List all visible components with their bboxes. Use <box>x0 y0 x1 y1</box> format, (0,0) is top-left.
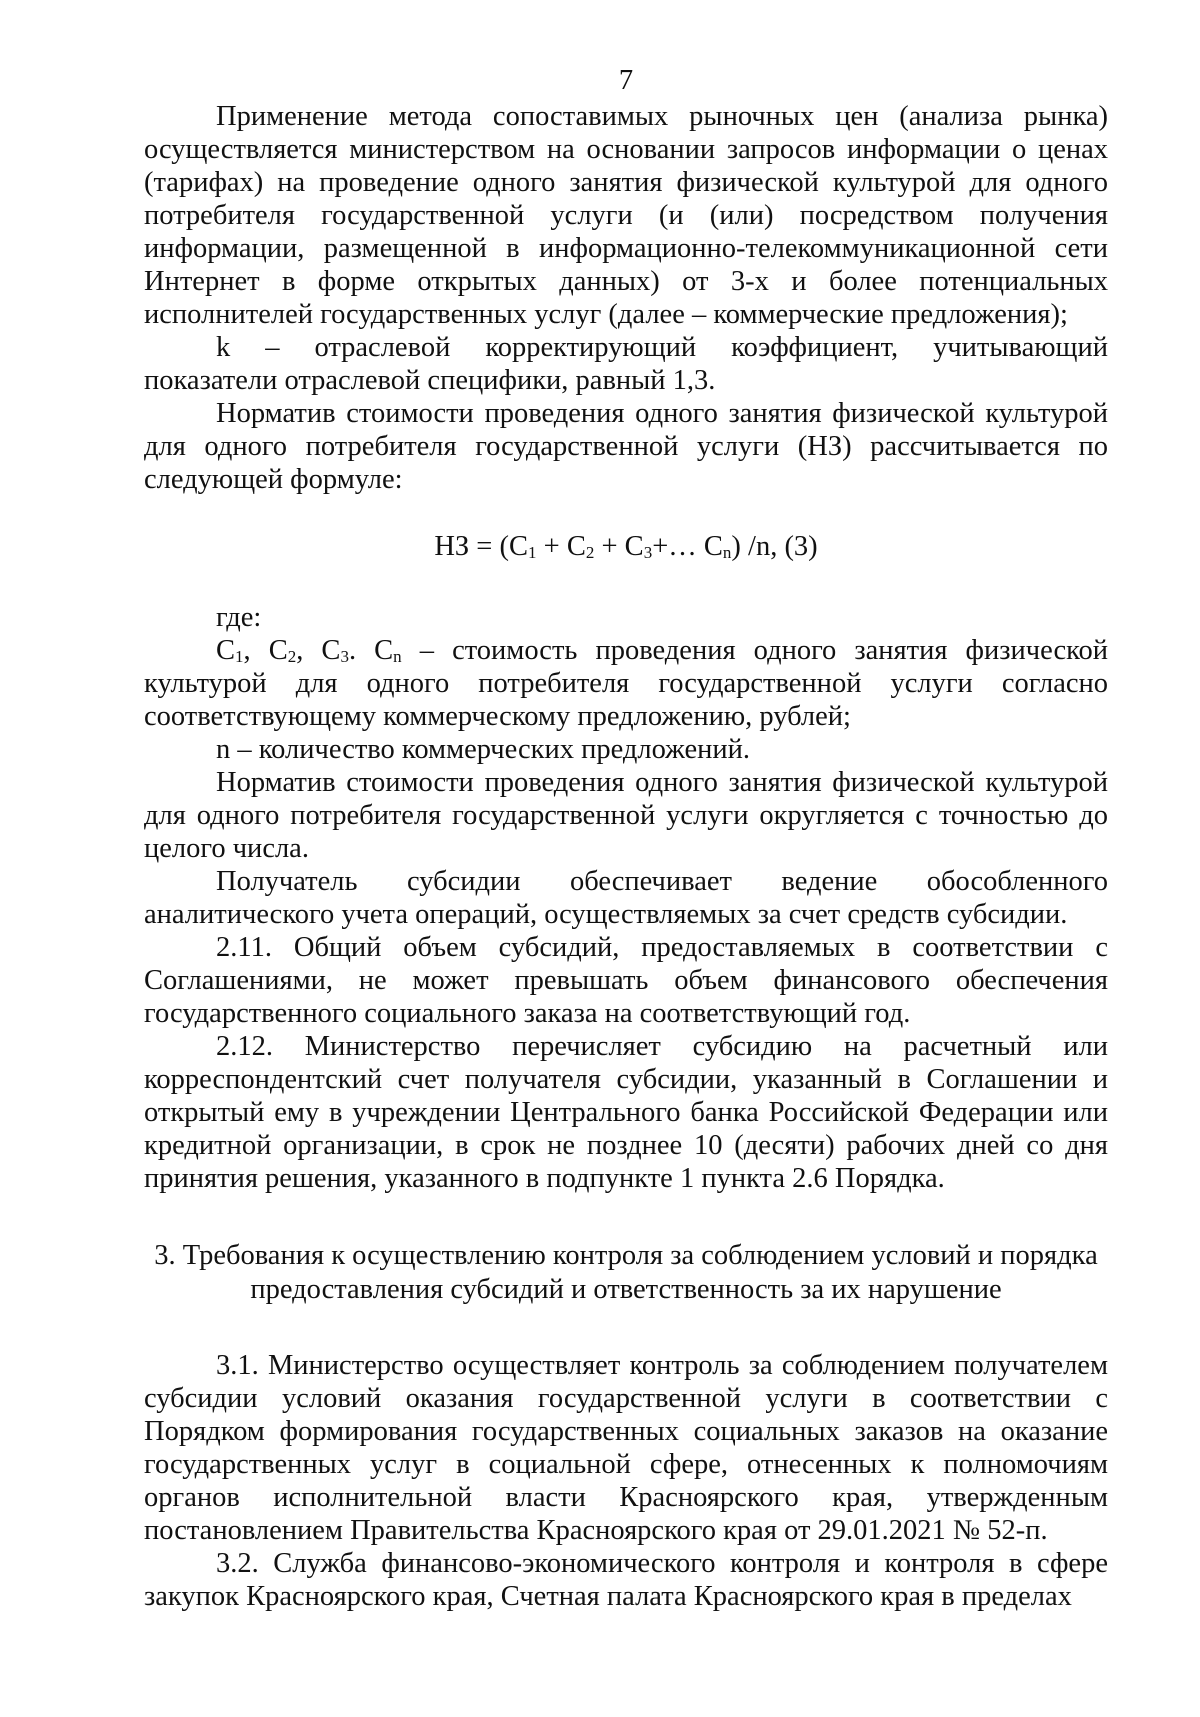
paragraph-2-12: 2.12. Министерство перечисляет субсидию на расчетный или корреспондентский счет получателя субсидии, указанный в Соглашении и открытый ему в учреждении Центрального банка Российской Федерации или кредитной организации, в срок не позднее 10 (десяти) рабочих дней со дня принятия решения, указанного в подпункте 1 пункта 2.6 Порядка. <box>144 1031 1108 1194</box>
paragraph-market-price-method: Применение метода сопоставимых рыночных цен (анализа рынка) осуществляется министерством на основании запросов информации о ценах (тарифах) на проведение одного занятия физической культурой для одного потребителя государственной услуги (и (или) посредством получения информации, размещенной в информационно-телекоммуникационной сети Интернет в форме открытых данных) от 3-х и более потенциальных исполнителей государственных услуг (далее – коммерческие предложения); <box>144 101 1108 330</box>
var-c1-index: 1 <box>235 647 244 666</box>
var-cn-index: n <box>393 647 402 666</box>
formula-3 <box>144 530 1108 563</box>
paragraph-norm-formula-intro: Норматив стоимости проведения одного занятия физической культурой для одного потребителя государственной услуги (НЗ) рассчитывается по следующей формуле: <box>144 398 1108 495</box>
section-3-title <box>144 1239 1108 1307</box>
paragraph-2-11: 2.11. Общий объем субсидий, предоставляемых в соответствии с Соглашениями, не может превышать объем финансового обеспечения государственного социального заказа на соответствующий год. <box>144 932 1108 1029</box>
paragraph-variables <box>144 634 1108 733</box>
formula-tail: ) /n, (3) <box>731 531 818 562</box>
var-sep-2: , C <box>296 635 341 666</box>
formula-plus-2: + C <box>594 531 644 562</box>
var-sep-1: , C <box>243 635 288 666</box>
paragraph-recipient-accounting: Получатель субсидии обеспечивает ведение обособленного аналитического учета операций, осуществляемых за счет средств субсидии. <box>144 866 1108 930</box>
var-c1: C <box>216 635 236 666</box>
paragraph-n-count: n – количество коммерческих предложений. <box>216 734 750 765</box>
document-page <box>144 64 1108 1613</box>
formula-lhs: НЗ = (C <box>434 531 528 562</box>
formula-sub-n: n <box>722 543 732 562</box>
var-sep-3: . C <box>348 635 394 666</box>
paragraph-coefficient-k: k – отраслевой корректирующий коэффициент, учитывающий показатели отраслевой специфики, равный 1,3. <box>144 332 1108 396</box>
paragraph-where: где: <box>216 602 262 633</box>
formula-plus-1: + C <box>536 531 586 562</box>
formula-sub-1: 1 <box>528 543 537 562</box>
var-description: – стоимость проведения одного занятия физической культурой для одного потребителя государственной услуги согласно соответствующему коммерческому предложению, рублей; <box>144 635 1109 732</box>
var-c2-index: 2 <box>287 647 297 666</box>
paragraph-rounding: Норматив стоимости проведения одного занятия физической культурой для одного потребителя государственной услуги округляется с точностью до целого числа. <box>144 767 1108 864</box>
paragraph-3-1: 3.1. Министерство осуществляет контроль за соблюдением получателем субсидии условий оказания государственной услуги в соответствии с Порядком формирования государственных социальных заказов на оказание государственных услуг в социальной сфере, отнесенных к полномочиям органов исполнительной власти Красноярского края, утвержденным постановлением Правительства Красноярского края от 29.01.2021 № 52-п. <box>144 1350 1108 1546</box>
formula-sub-3: 3 <box>643 543 653 562</box>
section-3-title-line-2: предоставления субсидий и ответственность за их нарушение <box>250 1274 1002 1305</box>
page-number: 7 <box>618 65 634 96</box>
var-c3-index: 3 <box>340 647 349 666</box>
formula-mid: +… C <box>652 531 723 562</box>
section-3-title-line-1: 3. Требования к осуществлению контроля за соблюдением условий и порядка <box>154 1240 1098 1271</box>
paragraph-3-2: 3.2. Служба финансово-экономического контроля и контроля в сфере закупок Красноярского края, Счетная палата Красноярского края в пределах <box>144 1548 1108 1612</box>
formula-sub-2: 2 <box>585 543 595 562</box>
